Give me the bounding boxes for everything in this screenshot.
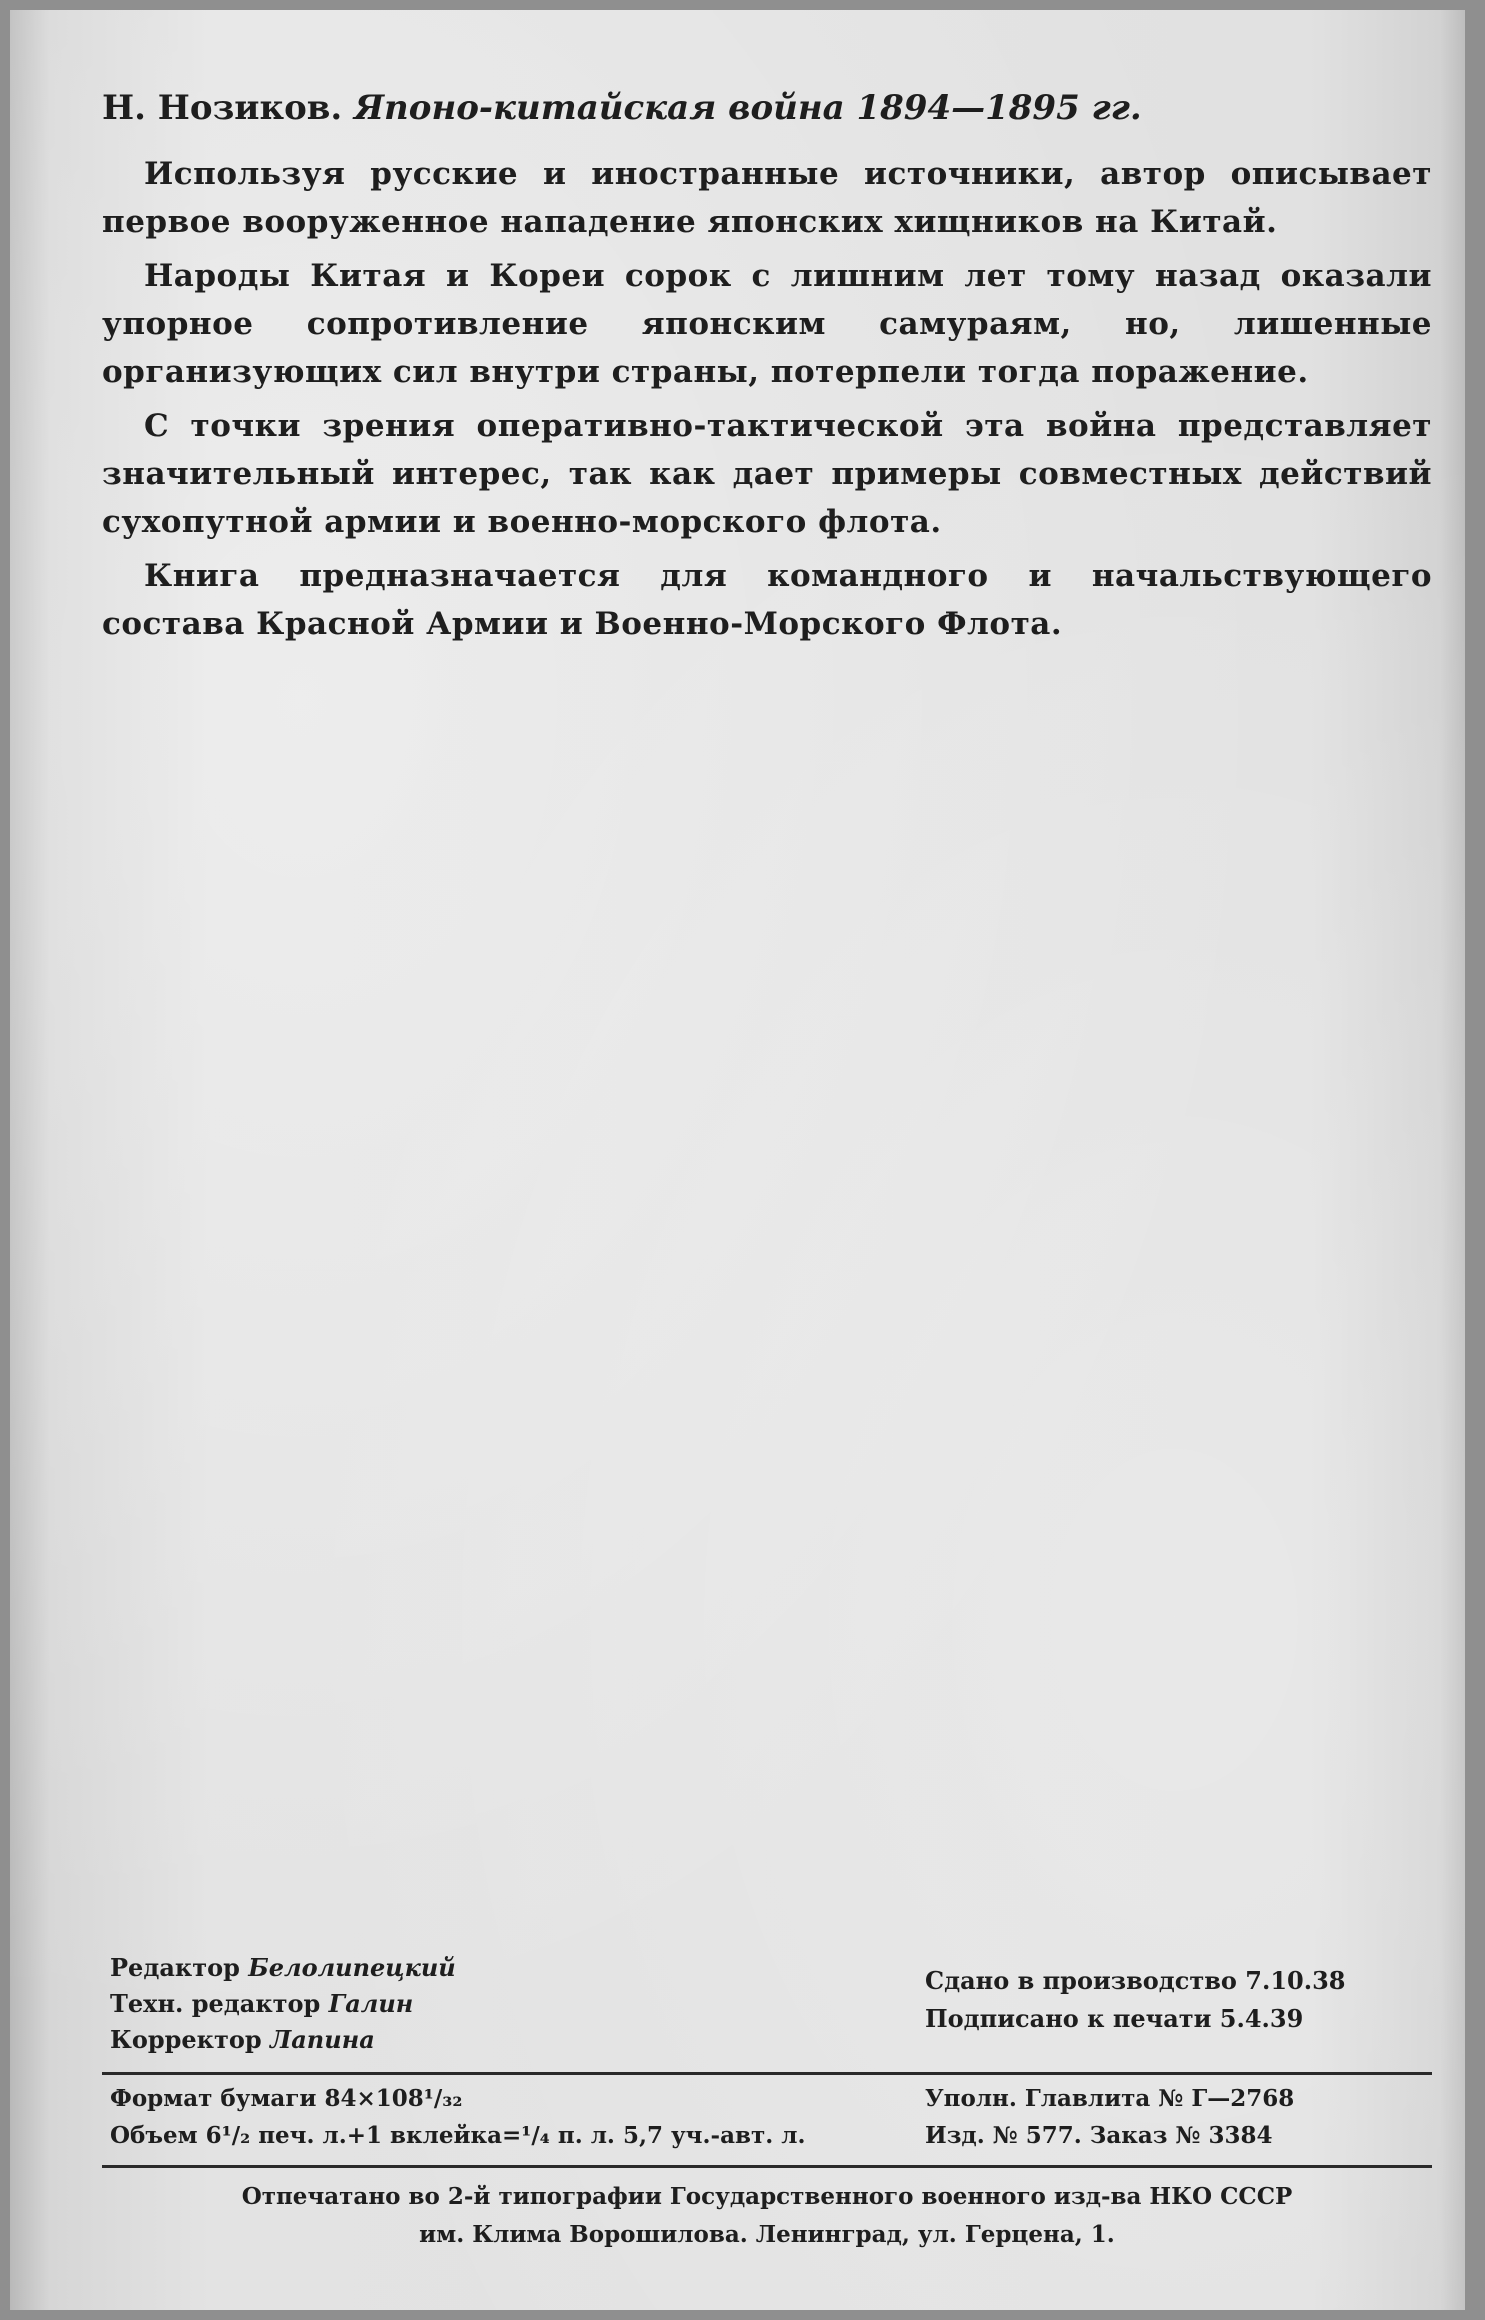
editor-name: Белолипецкий — [248, 1953, 456, 1982]
corrector-credit — [110, 2022, 456, 2058]
printer-imprint — [102, 2178, 1432, 2254]
volume-info: Объем 6¹/₂ печ. л.+1 вклейка=¹/₄ п. л. 5,7 уч.-авт. л. — [110, 2122, 806, 2149]
author-name: Н. Нозиков. — [102, 88, 343, 128]
abstract-paragraph: С точки зрения оперативно-тактической эта война представляет значительный интерес, так как дает примеры совместных действий сухопутной армии и военно-морского флота. — [102, 408, 1432, 540]
book-header — [102, 88, 1432, 128]
corrector-label: Корректор — [110, 2025, 262, 2054]
paper-format: Формат бумаги 84×108¹/₃₂ — [110, 2085, 463, 2112]
abstract-paragraph: Книга предназначается для командного и начальствующего состава Красной Армии и Военно-Морского Флота. — [102, 558, 1432, 642]
editorial-credits — [110, 1950, 456, 2058]
book-title: Японо-китайская война 1894—1895 гг. — [354, 88, 1142, 128]
tech-editor-credit — [110, 1986, 456, 2022]
book-page — [10, 10, 1465, 2310]
format-line — [110, 2085, 1360, 2112]
abstract — [102, 150, 1432, 654]
corrector-name: Лапина — [270, 2025, 375, 2054]
printer-line-2: им. Клима Ворошилова. Ленинград, ул. Герцена, 1. — [419, 2221, 1115, 2248]
volume-line — [110, 2122, 1360, 2149]
order-number: Изд. № 577. Заказ № 3384 — [925, 2122, 1273, 2149]
tech-editor-label: Техн. редактор — [110, 1989, 321, 2018]
glavlit-number: Уполн. Главлита № Г—2768 — [925, 2085, 1295, 2112]
printer-line-1: Отпечатано во 2-й типографии Государственного военного изд-ва НКО СССР — [241, 2183, 1293, 2210]
submitted-date: Сдано в производство 7.10.38 — [925, 1966, 1346, 1995]
signed-date: Подписано к печати 5.4.39 — [925, 2004, 1304, 2033]
abstract-paragraph: Используя русские и иностранные источники, автор описывает первое вооруженное нападение японских хищников на Китай. — [102, 156, 1432, 240]
abstract-paragraph: Народы Китая и Кореи сорок с лишним лет тому назад оказали упорное сопротивление японским самураям, но, лишенные организующих сил внутри страны, потерпели тогда поражение. — [102, 258, 1432, 390]
editor-credit — [110, 1950, 456, 1986]
tech-editor-name: Галин — [328, 1989, 414, 2018]
editor-label: Редактор — [110, 1953, 240, 1982]
divider-rule — [102, 2165, 1432, 2168]
production-dates — [925, 1962, 1346, 2038]
divider-rule — [102, 2072, 1432, 2075]
